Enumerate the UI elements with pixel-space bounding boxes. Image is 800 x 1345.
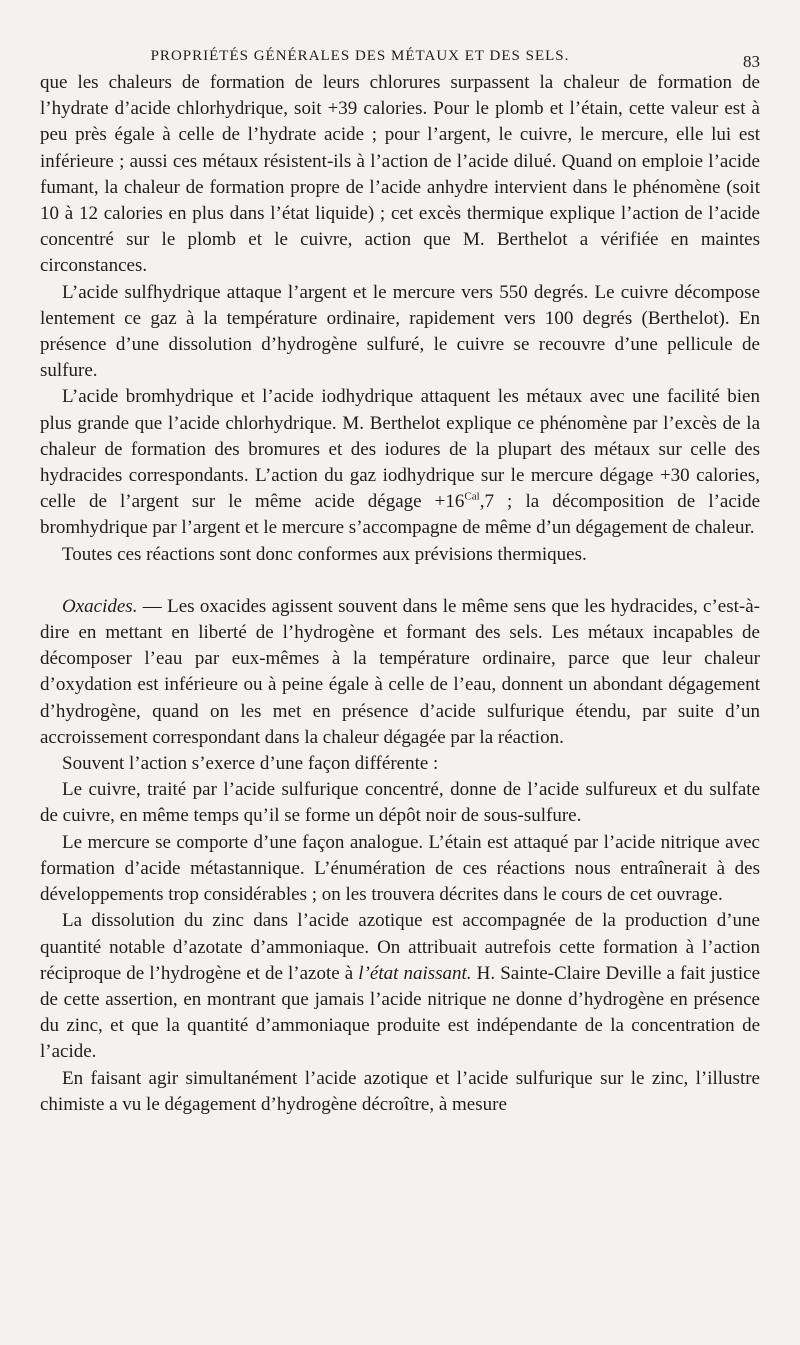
paragraph-3-text-a: L’acide bromhydrique et l’acide iodhydrique attaquent les métaux avec une facilité bien plus grande que l’acide chlorhydrique. M. Berthelot explique ce phénomène par l’excès de la chaleur de formation des bromures et des iodures de la plupart des métaux sur celle des hydracides correspondants. L’action du gaz iodhydrique sur le mercure dégage +30 calories, celle de l’argent sur le même acide dégage +16 bbox=[40, 386, 760, 513]
paragraph-1: que les chaleurs de formation de leurs chlorures surpassent la chaleur de formation de l’hydrate d’acide chlorhydrique, soit +39 calories. Pour le plomb et l’étain, cette valeur est à peu près égale à celle de l’hydrate acide ; pour l’argent, le cuivre, le mercure, elle lui est inférieure ; aussi ces métaux résistent-ils à l’action de l’acide dilué. Quand on emploie l’acide fumant, la chaleur de formation propre de l’acide anhydre intervient dans le phénomène (soit 10 à 12 calories en plus dans l’état liquide) ; cet excès thermique explique l’action de l’acide concentré sur le plomb et le cuivre, action que M. Berthelot a vérifiée en maintes circonstances. bbox=[40, 72, 760, 277]
section-heading-oxacides: Oxacides. bbox=[62, 595, 138, 617]
paragraph-7: Le cuivre, traité par l’acide sulfurique concentré, donne de l’acide sulfureux et du sulfate de cuivre, en même temps qu’il se forme un dépôt noir de sous-sulfure. bbox=[40, 779, 760, 827]
body-text bbox=[40, 70, 760, 1118]
book-page bbox=[40, 44, 760, 1118]
italic-etat-naissant: l’état naissant. bbox=[358, 962, 472, 984]
page-header bbox=[40, 44, 760, 70]
paragraph-4: Toutes ces réactions sont donc conformes aux prévisions thermiques. bbox=[62, 543, 587, 565]
paragraph-oxacides-text: — Les oxacides agissent souvent dans le même sens que les hydracides, c’est-à-dire en mettant en liberté de l’hydrogène et formant des sels. Les métaux incapables de décomposer l’eau par eux-mêmes à la température ordinaire, parce que leur chaleur d’oxydation est inférieure ou à peine égale à celle de l’eau, donnent un abondant dégagement d’hydrogène, quand on les met en présence d’acide sulfurique étendu, par suite d’un accroissement correspondant dans la chaleur dégagée par la réaction. bbox=[40, 595, 760, 748]
running-title: PROPRIÉTÉS GÉNÉRALES DES MÉTAUX ET DES SELS. bbox=[150, 48, 570, 64]
calorie-superscript: Cal bbox=[464, 490, 480, 503]
paragraph-3 bbox=[40, 384, 760, 541]
paragraph-8: Le mercure se comporte d’une façon analogue. L’étain est attaqué par l’acide nitrique avec formation d’acide métastannique. L’énumération de ces réactions nous entraînerait à des développements trop considérables ; on les trouvera décrites dans le cours de cet ouvrage. bbox=[40, 831, 760, 906]
paragraph-9-text-a: La dissolution du zinc dans l’acide azotique est accompagnée de la production d’une quantité notable d’azotate d’ammoniaque. On attribuait autrefois cette formation à l’action réciproque de l’hydrogène et de l’azote à bbox=[40, 910, 760, 984]
page-number: 83 bbox=[743, 52, 760, 71]
paragraph-10: En faisant agir simultanément l’acide azotique et l’acide sulfurique sur le zinc, l’illustre chimiste a vu le dégagement d’hydrogène décroître, à mesure bbox=[40, 1067, 760, 1115]
paragraph-9 bbox=[40, 908, 760, 1065]
paragraph-3-text-b: ,7 ; la décomposition de l’acide bromhydrique par l’argent et le mercure s’accompagne de même d’un dégagement de chaleur. bbox=[40, 491, 760, 539]
paragraph-2: L’acide sulfhydrique attaque l’argent et le mercure vers 550 degrés. Le cuivre décompose lentement ce gaz à la température ordinaire, rapidement vers 100 degrés (Berthelot). En présence d’une dissolution d’hydrogène sulfuré, le cuivre se recouvre d’une pellicule de sulfure. bbox=[40, 281, 760, 382]
paragraph-9-text-b: H. Sainte-Claire Deville a fait justice de cette assertion, en montrant que jamais l’acide nitrique ne donne d’hydrogène en présence du zinc, et que la quantité d’ammoniaque produite est indépendante de la concentration de l’acide. bbox=[40, 962, 761, 1063]
paragraph-6: Souvent l’action s’exerce d’une façon différente : bbox=[62, 753, 439, 775]
paragraph-oxacides bbox=[40, 594, 760, 751]
